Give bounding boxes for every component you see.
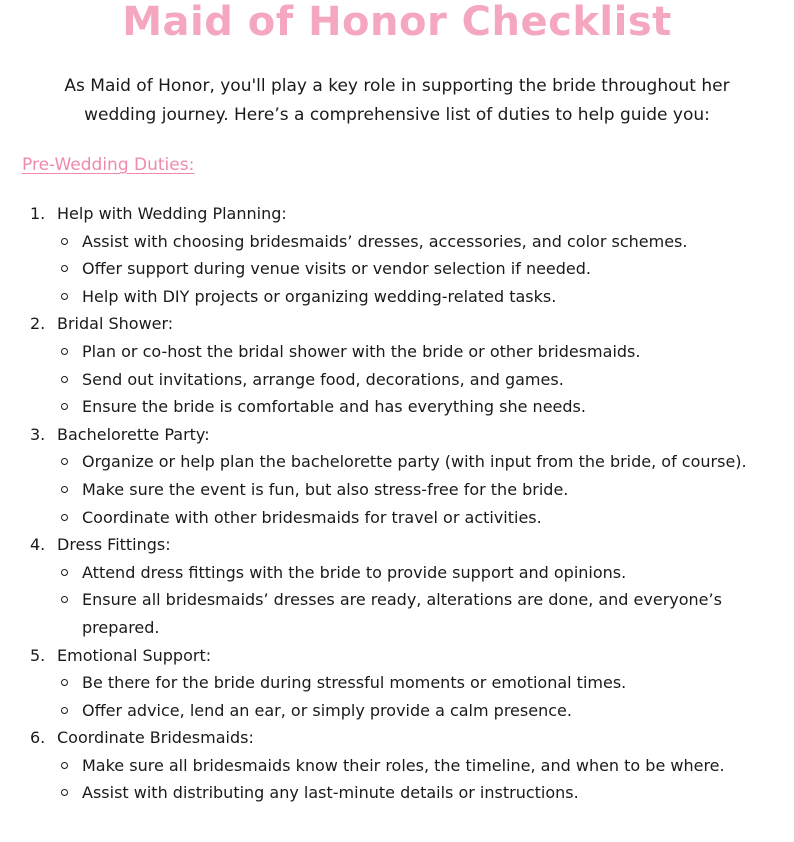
duty-sub-list bbox=[30, 669, 790, 724]
sub-item bbox=[57, 283, 790, 311]
duty-number: 5. bbox=[30, 645, 46, 665]
circle-bullet-icon bbox=[57, 752, 82, 780]
sub-item bbox=[57, 779, 790, 807]
sub-item-text: Organize or help plan the bachelorette party (with input from the bride, of course). bbox=[82, 452, 747, 472]
duty-number: 4. bbox=[30, 535, 46, 555]
sub-item bbox=[57, 504, 790, 532]
sub-item-text: Offer advice, lend an ear, or simply provide a calm presence. bbox=[82, 700, 572, 720]
circle-bullet-icon bbox=[57, 559, 82, 587]
duty-number: 2. bbox=[30, 314, 46, 334]
sub-item-text: Attend dress fittings with the bride to provide support and opinions. bbox=[82, 562, 627, 582]
duty-title: Bridal Shower: bbox=[57, 314, 174, 334]
circle-bullet-icon bbox=[57, 366, 82, 394]
duty-title-row bbox=[30, 642, 790, 670]
duty-item bbox=[30, 421, 790, 531]
duty-item bbox=[30, 642, 790, 725]
duty-sub-list bbox=[30, 559, 790, 642]
circle-bullet-icon bbox=[57, 586, 82, 641]
duty-sub-list bbox=[30, 338, 790, 421]
sub-item bbox=[57, 228, 790, 256]
duty-item bbox=[30, 310, 790, 420]
sub-item-text: Ensure the bride is comfortable and has everything she needs. bbox=[82, 397, 586, 417]
duty-title-row bbox=[30, 200, 790, 228]
circle-bullet-icon bbox=[57, 697, 82, 725]
circle-bullet-icon bbox=[57, 283, 82, 311]
duty-number: 6. bbox=[30, 728, 46, 748]
sub-item-text: Make sure all bridesmaids know their roles, the timeline, and when to be where. bbox=[82, 755, 725, 775]
duty-title-row bbox=[30, 310, 790, 338]
duty-title-row bbox=[30, 724, 790, 752]
sub-item-text: Help with DIY projects or organizing wedding-related tasks. bbox=[82, 286, 557, 306]
sub-item bbox=[57, 697, 790, 725]
duty-title: Bachelorette Party: bbox=[57, 424, 210, 444]
sub-item-text: Assist with distributing any last-minute details or instructions. bbox=[82, 783, 579, 803]
sub-item bbox=[57, 752, 790, 780]
sub-item bbox=[57, 669, 790, 697]
circle-bullet-icon bbox=[57, 669, 82, 697]
sub-item-text: Plan or co-host the bridal shower with the bride or other bridesmaids. bbox=[82, 341, 641, 361]
duty-title: Emotional Support: bbox=[57, 645, 212, 665]
circle-bullet-icon bbox=[57, 228, 82, 256]
sub-item bbox=[57, 255, 790, 283]
circle-bullet-icon bbox=[57, 779, 82, 807]
duty-item bbox=[30, 200, 790, 310]
duty-sub-list bbox=[30, 752, 790, 807]
duties-list bbox=[30, 200, 790, 807]
sub-item bbox=[57, 559, 790, 587]
duty-title-row bbox=[30, 531, 790, 559]
duty-title: Dress Fittings: bbox=[57, 535, 171, 555]
circle-bullet-icon bbox=[57, 338, 82, 366]
duty-item bbox=[30, 724, 790, 807]
sub-item bbox=[57, 366, 790, 394]
sub-item-text: Ensure all bridesmaids’ dresses are ready, alterations are done, and everyone’s prepared. bbox=[82, 590, 722, 637]
sub-item bbox=[57, 338, 790, 366]
intro-paragraph: As Maid of Honor, you'll play a key role in supporting the bride throughout her wedding journey. Here’s a comprehensive list of duties to help guide you: bbox=[64, 76, 730, 125]
circle-bullet-icon bbox=[57, 476, 82, 504]
duty-number: 3. bbox=[30, 424, 46, 444]
duty-sub-list bbox=[30, 448, 790, 531]
circle-bullet-icon bbox=[57, 448, 82, 476]
duty-title: Help with Wedding Planning: bbox=[57, 204, 287, 223]
sub-item-text: Be there for the bride during stressful moments or emotional times. bbox=[82, 673, 627, 693]
duty-number: 1. bbox=[30, 204, 46, 223]
sub-item bbox=[57, 448, 790, 476]
page-title: Maid of Honor Checklist bbox=[122, 0, 672, 45]
sub-item bbox=[57, 393, 790, 421]
duty-title: Coordinate Bridesmaids: bbox=[57, 728, 254, 748]
duty-title-row bbox=[30, 421, 790, 449]
section-heading-pre-wedding: Pre-Wedding Duties: bbox=[22, 155, 195, 175]
duty-item bbox=[30, 531, 790, 641]
sub-item-text: Make sure the event is fun, but also stress-free for the bride. bbox=[82, 479, 569, 499]
sub-item bbox=[57, 476, 790, 504]
sub-item-text: Offer support during venue visits or vendor selection if needed. bbox=[82, 259, 592, 279]
sub-item-text: Coordinate with other bridesmaids for travel or activities. bbox=[82, 507, 542, 527]
sub-item-text: Send out invitations, arrange food, decorations, and games. bbox=[82, 369, 564, 389]
duty-sub-list bbox=[30, 228, 790, 311]
circle-bullet-icon bbox=[57, 504, 82, 532]
circle-bullet-icon bbox=[57, 393, 82, 421]
sub-item-text: Assist with choosing bridesmaids’ dresses, accessories, and color schemes. bbox=[82, 231, 688, 251]
sub-item bbox=[57, 586, 790, 641]
circle-bullet-icon bbox=[57, 255, 82, 283]
